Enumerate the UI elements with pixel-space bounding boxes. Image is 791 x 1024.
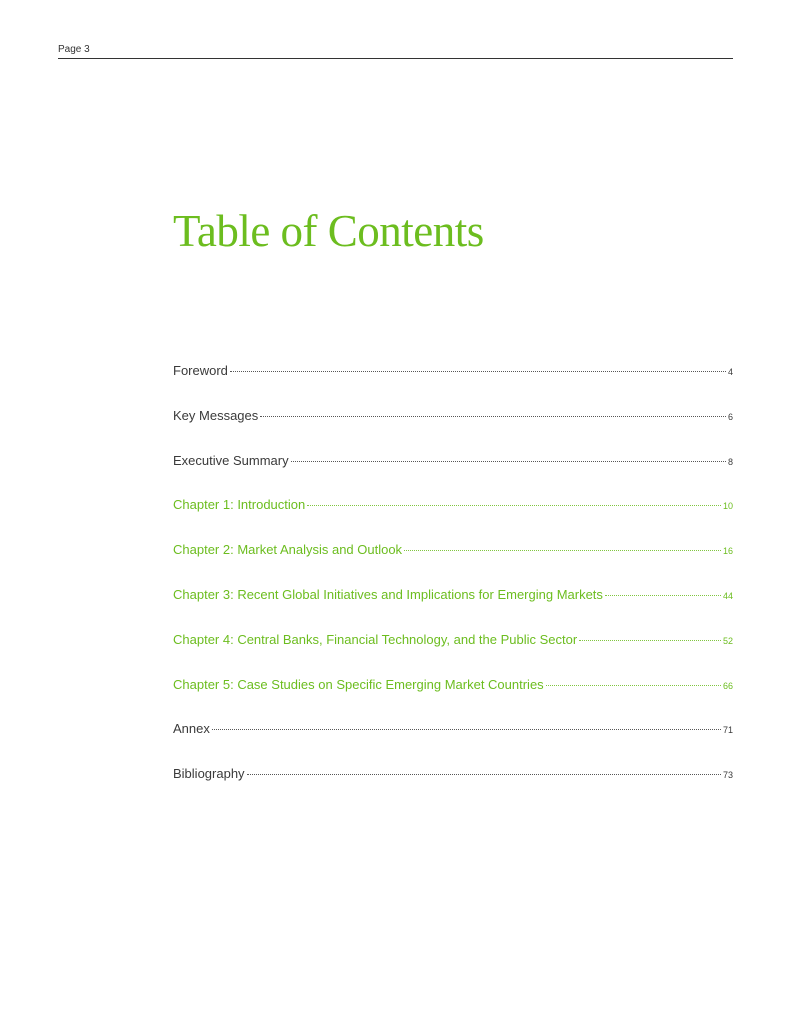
toc-entry-label: Chapter 4: Central Banks, Financial Technology, and the Public Sector	[173, 631, 578, 647]
toc-list	[173, 362, 733, 810]
toc-entry-page: 6	[727, 411, 733, 422]
toc-entry-label: Chapter 3: Recent Global Initiatives and Implications for Emerging Markets	[173, 586, 603, 602]
toc-entry-page: 52	[722, 635, 733, 646]
toc-entry-label: Executive Summary	[173, 452, 289, 468]
toc-entry-chapter-2[interactable]	[173, 541, 733, 586]
toc-entry-page: 66	[722, 680, 733, 691]
toc-entry-annex[interactable]	[173, 720, 733, 765]
toc-entry-chapter-4[interactable]	[173, 631, 733, 676]
toc-entry-page: 4	[727, 367, 733, 377]
toc-entry-bibliography[interactable]	[173, 765, 733, 810]
toc-entry-executive-summary[interactable]	[173, 452, 733, 497]
toc-entry-page: 73	[722, 770, 733, 781]
toc-entry-label: Chapter 1: Introduction	[173, 497, 306, 513]
toc-entry-page: 8	[727, 456, 733, 467]
dot-leader	[247, 774, 721, 775]
toc-entry-label: Annex	[173, 721, 210, 737]
toc-entry-page: 10	[722, 501, 733, 512]
toc-entry-label: Chapter 5: Case Studies on Specific Emerging Market Countries	[173, 676, 544, 692]
toc-entry-label: Bibliography	[173, 766, 245, 782]
dot-leader	[546, 685, 721, 686]
dot-leader	[260, 416, 726, 417]
dot-leader	[230, 371, 726, 372]
toc-entry-label: Foreword	[173, 363, 228, 378]
toc-entry-page: 71	[722, 725, 733, 736]
dot-leader	[307, 505, 721, 506]
dot-leader	[212, 729, 721, 730]
toc-entry-page: 16	[722, 546, 733, 557]
toc-entry-label: Key Messages	[173, 407, 259, 423]
toc-entry-page: 44	[722, 590, 733, 601]
page-number: Page 3	[58, 44, 90, 55]
toc-entry-chapter-3[interactable]	[173, 586, 733, 631]
dot-leader	[605, 595, 721, 596]
toc-entry-key-messages[interactable]	[173, 407, 733, 452]
dot-leader	[404, 550, 721, 551]
toc-entry-chapter-1[interactable]	[173, 496, 733, 541]
dot-leader	[291, 461, 726, 462]
page-header	[58, 44, 733, 59]
toc-entry-label: Chapter 2: Market Analysis and Outlook	[173, 542, 403, 558]
dot-leader	[579, 640, 721, 641]
toc-title: Table of Contents	[173, 206, 484, 256]
toc-entry-chapter-5[interactable]	[173, 676, 733, 721]
toc-entry-foreword[interactable]	[173, 362, 733, 407]
